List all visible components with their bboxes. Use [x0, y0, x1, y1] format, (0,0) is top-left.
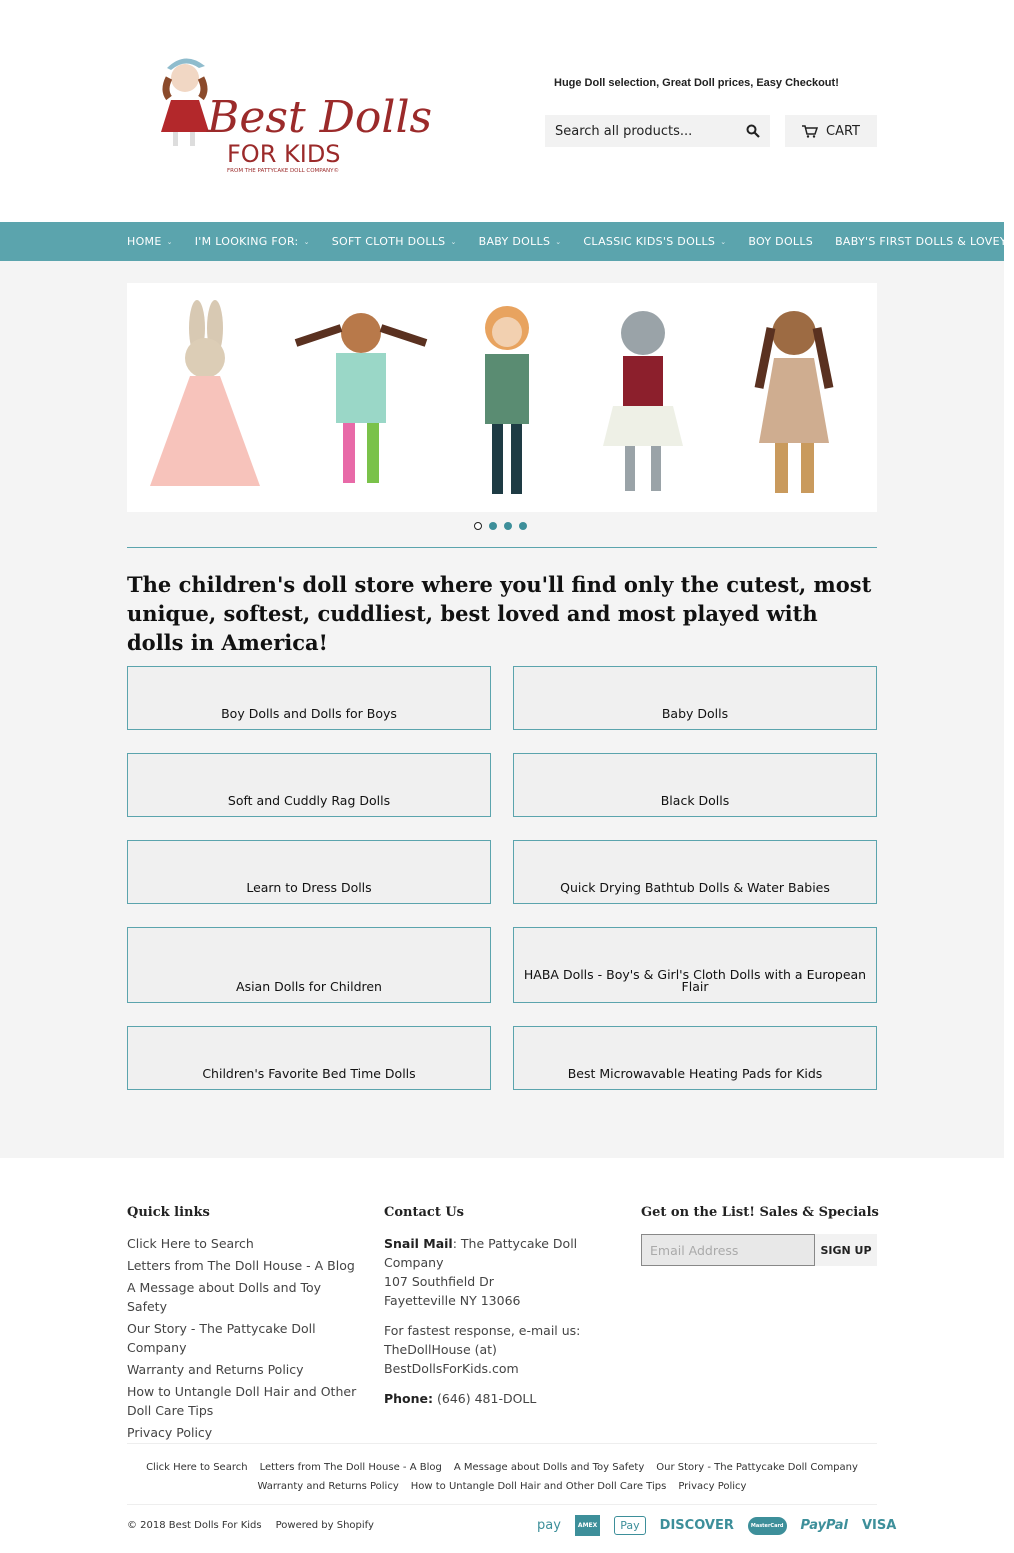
search-icon[interactable] [746, 124, 760, 138]
logo[interactable] [155, 50, 433, 180]
chevron-down-icon: ⌄ [555, 237, 562, 246]
mastercard-icon: MasterCard [748, 1517, 787, 1535]
category-tile[interactable]: Soft and Cuddly Rag Dolls [127, 753, 491, 817]
nav-item-label: BOY DOLLS [748, 235, 814, 248]
contact-heading: Contact Us [384, 1205, 464, 1220]
slide-doll-redhead [447, 298, 567, 498]
powered-by-link[interactable]: Powered by Shopify [275, 1520, 374, 1531]
footer-link[interactable]: Warranty and Returns Policy [127, 1362, 304, 1377]
footer-link[interactable]: How to Untangle Doll Hair and Other Doll Care Tips [127, 1384, 357, 1418]
category-tile[interactable]: Baby Dolls [513, 666, 877, 730]
footer-bottom-link[interactable]: Privacy Policy [678, 1481, 747, 1492]
amazon-pay-icon: pay [537, 1518, 561, 1533]
slideshow[interactable] [127, 283, 877, 512]
nav-item[interactable] [835, 235, 1014, 248]
payment-icons [537, 1515, 896, 1536]
address: Snail Mail: The Pattycake Doll Company 107 Southfield Dr Fayetteville NY 13066 [384, 1236, 578, 1308]
footer-bottom-link[interactable]: Warranty and Returns Policy [257, 1481, 399, 1492]
footer-link[interactable]: Our Story - The Pattycake Doll Company [127, 1321, 316, 1355]
slide-doll-braids [291, 298, 431, 498]
nav-item[interactable] [195, 235, 310, 248]
nav-item-label: BABY DOLLS [478, 235, 551, 248]
main-nav [0, 222, 1014, 261]
nav-item[interactable] [127, 235, 173, 248]
chevron-down-icon: ⌄ [450, 237, 457, 246]
page-headline: The children's doll store where you'll find only the cutest, most unique, softest, cuddliest, best loved and most played with dolls in America! [127, 572, 872, 655]
slide-dot[interactable] [474, 522, 482, 530]
nav-item-label: I'M LOOKING FOR: [194, 235, 299, 248]
footer-link[interactable]: A Message about Dolls and Toy Safety [127, 1280, 322, 1314]
category-tile[interactable]: Boy Dolls and Dolls for Boys [127, 666, 491, 730]
amex-icon: AMEX [575, 1515, 600, 1536]
email-input[interactable]: Email Address [641, 1234, 815, 1266]
footer-quick-links [127, 1205, 357, 1445]
chevron-down-icon: ⌄ [720, 237, 727, 246]
slideshow-dots [474, 522, 527, 530]
divider [127, 1443, 877, 1444]
category-tile[interactable]: Quick Drying Bathtub Dolls & Water Babies [513, 840, 877, 904]
footer-newsletter [641, 1205, 881, 1266]
search-input[interactable] [545, 115, 770, 147]
footer-bottom-link[interactable]: Click Here to Search [146, 1462, 248, 1473]
footer-link[interactable]: Letters from The Doll House - A Blog [127, 1258, 355, 1273]
slide-doll-brown [719, 298, 869, 498]
copyright: © 2018 Best Dolls For Kids Powered by Shopify [127, 1520, 374, 1531]
footer-bottom-link[interactable]: Our Story - The Pattycake Doll Company [656, 1462, 858, 1473]
divider [127, 547, 877, 548]
paypal-icon: PayPal [800, 1518, 848, 1533]
svg-text:Best Dolls: Best Dolls [207, 92, 433, 143]
nav-item-label: HOME [127, 235, 162, 248]
svg-text:FOR KIDS: FOR KIDS [227, 140, 341, 168]
nav-item[interactable] [332, 235, 457, 248]
footer-bottom-link[interactable]: A Message about Dolls and Toy Safety [453, 1462, 645, 1473]
slide-dot[interactable] [504, 522, 512, 530]
newsletter-heading: Get on the List! Sales & Specials [641, 1205, 879, 1220]
phone: Phone: (646) 481-DOLL [384, 1391, 537, 1406]
footer-contact [384, 1205, 624, 1419]
visa-icon: VISA [861, 1518, 897, 1533]
footer-bottom-links [127, 1458, 877, 1496]
nav-item-label: CLASSIC KIDS'S DOLLS [583, 235, 716, 248]
nav-item-label: SOFT CLOTH DOLLS [331, 235, 446, 248]
footer-link[interactable]: Click Here to Search [127, 1236, 254, 1251]
logo-doll-icon [171, 64, 199, 92]
apple-pay-icon: Pay [614, 1516, 645, 1535]
sign-up-button[interactable]: SIGN UP [815, 1234, 877, 1266]
discover-icon: DISCOVER [659, 1518, 734, 1533]
footer-bottom-link[interactable]: Letters from The Doll House - A Blog [259, 1462, 442, 1473]
category-tile[interactable]: HABA Dolls - Boy's & Girl's Cloth Dolls with a European Flair [513, 927, 877, 1003]
search-placeholder: Search all products... [555, 123, 693, 139]
svg-text:FROM THE PATTYCAKE DOLL COMPAN: FROM THE PATTYCAKE DOLL COMPANY© [227, 168, 339, 174]
tagline: Huge Doll selection, Great Doll prices, Easy Checkout! [554, 77, 839, 89]
slide-dot[interactable] [489, 522, 497, 530]
nav-item[interactable] [479, 235, 562, 248]
footer-bottom-link[interactable]: How to Untangle Doll Hair and Other Doll Care Tips [410, 1481, 667, 1492]
slide-dot[interactable] [519, 522, 527, 530]
nav-item[interactable] [748, 235, 813, 248]
cart-button[interactable] [785, 115, 877, 147]
nav-item[interactable] [583, 235, 726, 248]
category-tile[interactable]: Children's Favorite Bed Time Dolls [127, 1026, 491, 1090]
category-tile[interactable]: Learn to Dress Dolls [127, 840, 491, 904]
category-tile[interactable]: Best Microwavable Heating Pads for Kids [513, 1026, 877, 1090]
slide-doll-bunny [135, 298, 275, 498]
category-tile[interactable]: Asian Dolls for Children [127, 927, 491, 1003]
nav-item-label: BABY'S FIRST DOLLS & LOVEYS [835, 235, 1014, 248]
cart-icon [802, 125, 818, 138]
quick-links-heading: Quick links [127, 1205, 210, 1220]
slide-doll-cat [583, 298, 703, 498]
chevron-down-icon: ⌄ [166, 237, 173, 246]
chevron-down-icon: ⌄ [303, 237, 310, 246]
footer-link[interactable]: Privacy Policy [127, 1425, 213, 1440]
email-contact: For fastest response, e-mail us: TheDollHouse (at) BestDollsForKids.com [384, 1323, 581, 1376]
divider [127, 1504, 877, 1505]
cart-label: CART [826, 123, 860, 139]
category-tile[interactable]: Black Dolls [513, 753, 877, 817]
